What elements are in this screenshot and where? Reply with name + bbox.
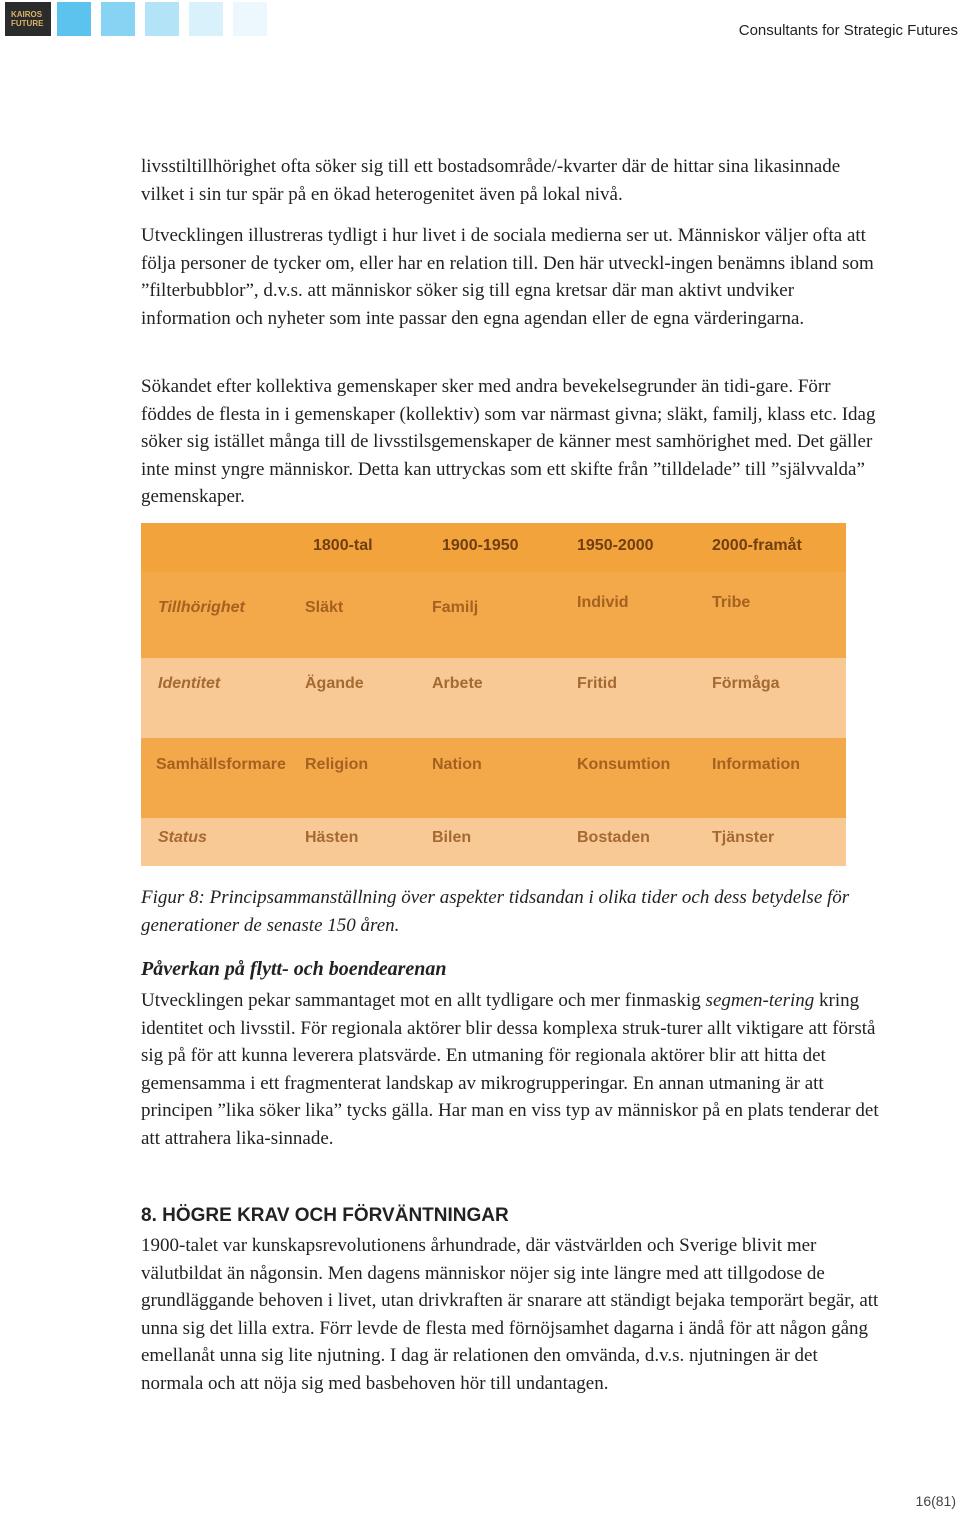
- table-row: [141, 738, 846, 818]
- table-cell: Tjänster: [712, 829, 775, 846]
- table-row: [141, 818, 846, 866]
- decor-square-5: [233, 2, 267, 36]
- paragraph-4-italic: segmen-tering: [705, 990, 815, 1011]
- figure-caption: Figur 8: Principsammanställning över aspekter tidsandan i olika tider och dess betydelse för generationer de senaste 150 åren.: [141, 887, 850, 936]
- paragraph-4-text-a: Utvecklingen pekar sammantaget mot en allt tydligare och mer finmaskig: [141, 990, 706, 1011]
- paragraph-5: 1900-talet var kunskapsrevolutionens århundrade, där västvärlden och Sverige blivit mer välutbildat än någonsin. Men dagens människor nöjer sig inte längre med att tillgodose de grundläggande behoven i livet, utan drivkraften är snarare att ständigt bejaka temporärt begär, att unna sig det lilla extra. Förr levde de flesta med förnöjsamhet dagarna i ändå för att någon gång emellanåt unna sig lite njutning. I dag är relationen den omvända, d.v.s. njutningen är det normala och att nöja sig med basbehoven hör till undantagen.: [141, 1235, 879, 1394]
- paragraph-4-text-b: kring identitet och livsstil. För regionala aktörer blir dessa komplexa struk-turer allt viktigare att förstå sig på för att kunna leverera platsvärde. En utmaning för regionala aktörer blir att hitta det gemensamma i ett fragmenterat landskap av mikrogrupperingar. En annan utmaning är att principen ”lika söker lika” tycks gälla. Har man en viss typ av människor på en plats tenderar det att attrahera lika-sinnade.: [141, 990, 879, 1149]
- table-row-label: Tillhörighet: [158, 599, 245, 616]
- table-row-label: Samhällsformare: [156, 756, 286, 773]
- table-cell: Religion: [305, 756, 369, 773]
- decor-square-4: [189, 2, 223, 36]
- company-logo: [5, 2, 51, 36]
- table-header-cell: 1950-2000: [577, 537, 654, 554]
- table-cell: Arbete: [432, 675, 483, 692]
- header-tagline: Consultants for Strategic Futures: [738, 22, 958, 39]
- page-number: 16(81): [915, 1493, 956, 1509]
- table-cell: Individ: [577, 594, 629, 611]
- table-header-row: [141, 523, 846, 572]
- paragraph-2: Utvecklingen illustreras tydligt i hur livet i de sociala medierna ser ut. Människor väljer ofta att följa personer de tycker om, eller har en relation till. Den här utveckl-ingen benämns ibland som ”filterbubblor”, d.v.s. att människor söker sig till egna kretsar där man aktivt undviker information och nyheter som inte passar den egna agendan eller de egna värderingarna.: [141, 225, 874, 329]
- table-cell: Hästen: [305, 829, 359, 846]
- table-cell: Förmåga: [712, 675, 780, 692]
- table-row-label: Status: [158, 829, 207, 846]
- paragraph-3: Sökandet efter kollektiva gemenskaper sker med andra bevekelsegrunder än tidi-gare. Förr föddes de flesta in i gemenskaper (kollektiv) som var närmast givna; släkt, familj, klass etc. Idag söker sig istället många till de livsstilsgemenskaper de känner mest samhörighet med. Det gäller inte minst yngre människor. Detta kan uttryckas som ett skifte från ”tilldelade” till ”självvalda” gemenskaper.: [141, 376, 876, 508]
- decor-square-3: [145, 2, 179, 36]
- table-header-cell: 1900-1950: [442, 537, 519, 554]
- table-cell: Ägande: [305, 675, 364, 692]
- table-cell: Information: [712, 756, 800, 773]
- table-row: [141, 658, 846, 738]
- section-heading: 8. HÖGRE KRAV OCH FÖRVÄNTNINGAR: [141, 1205, 509, 1226]
- decor-square-1: [57, 2, 91, 36]
- logo-line1: KAIROS: [11, 10, 43, 19]
- table-row: [141, 572, 846, 658]
- era-comparison-table: [141, 523, 846, 866]
- table-cell: Konsumtion: [577, 756, 671, 773]
- section-subheading: Påverkan på flytt- och boendearenan: [141, 958, 447, 980]
- table-header-cell: 1800-tal: [313, 537, 373, 554]
- logo-line2: FUTURE: [11, 19, 44, 28]
- table-cell: Bilen: [432, 829, 472, 846]
- table-cell: Bostaden: [577, 829, 650, 846]
- table-cell: Släkt: [305, 599, 344, 616]
- table-row-label: Identitet: [158, 675, 221, 692]
- table-cell: Tribe: [712, 594, 751, 611]
- decor-square-2: [101, 2, 135, 36]
- paragraph-4: [141, 987, 881, 1153]
- table-cell: Familj: [432, 599, 479, 616]
- paragraph-1: livsstiltillhörighet ofta söker sig till ett bostadsområde/-kvarter där de hittar sina likasinnade vilket i sin tur spär på en ökad heterogenitet även på lokal nivå.: [141, 156, 841, 205]
- table-header-cell: 2000-framåt: [712, 537, 802, 554]
- table-cell: Nation: [432, 756, 482, 773]
- table-cell: Fritid: [577, 675, 617, 692]
